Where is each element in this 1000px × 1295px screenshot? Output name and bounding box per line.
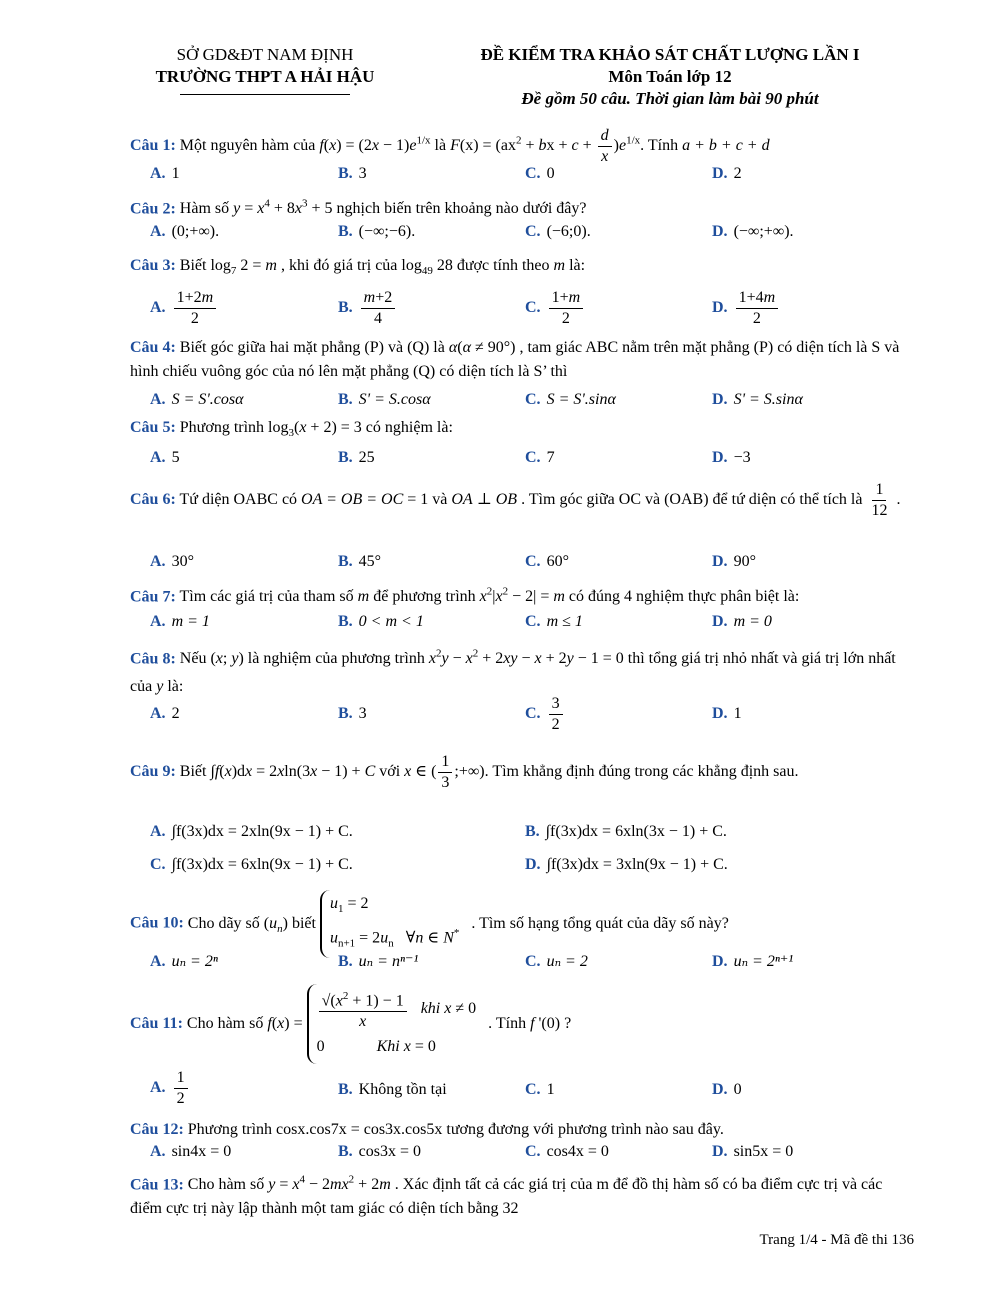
- question-6: Câu 6: Tứ diện OABC có OA = OB = OC = 1 và OA ⊥ OB . Tìm góc giữa OC và (OAB) để tứ diện có thể tích là $\frac{1}{12}$ .: [130, 481, 901, 519]
- options-12: A. sin4x = 0 B. cos3x = 0 C. cos4x = 0 D. sin5x = 0: [150, 1143, 794, 1160]
- options-9-row2: C. ∫f(3x)dx = 6xln(9x − 1) + C. D. ∫f(3x)dx = 3xln(9x − 1) + C.: [150, 856, 728, 873]
- subject-line: Môn Toán lớp 12: [608, 67, 732, 86]
- option-c[interactable]: cos4x = 0: [546, 1143, 609, 1160]
- option-d[interactable]: −3: [733, 449, 751, 466]
- exam-header: [420, 44, 920, 110]
- option-b[interactable]: uₙ = nⁿ⁻¹: [358, 953, 419, 970]
- option-d[interactable]: 90°: [733, 553, 756, 570]
- question-1: Câu 1: Một nguyên hàm của $f(x) = (2x - 1)e^{1/x}$ là $F(x) = (ax^2$ + bx + c + $\frac{d}{x}$ )$e^{1/x}$. Tính a + b + c + d: [130, 127, 770, 165]
- page-footer: Trang 1/4 - Mã đề thi 136: [759, 1232, 914, 1248]
- option-b[interactable]: 3: [358, 165, 367, 182]
- school-header: [130, 44, 400, 95]
- option-b[interactable]: ∫f(3x)dx = 6xln(3x − 1) + C.: [545, 823, 727, 840]
- option-a[interactable]: 5: [171, 449, 180, 466]
- question-3: Câu 3: Biết $\log_7 2 = m$ , khi đó giá trị của $\log_{49} 28$ được tính theo m là:: [130, 257, 586, 278]
- option-d[interactable]: (−∞;+∞).: [733, 223, 794, 240]
- question-text: Cho hàm số $y = x^4 - 2mx^2 + 2m$ . Xác định tất cả các giá trị của m để đồ thị hàm số có ba điểm cực trị và các điểm cực trị này lập thành một tam giác có diện tích bằng 32: [130, 1174, 883, 1218]
- option-d[interactable]: uₙ = 2ⁿ⁺¹: [733, 953, 794, 970]
- header-divider: [180, 94, 350, 95]
- options-4: A. S = S'.cosα B. S' = S.cosα C. S = S'.sinα D. S' = S.sinα: [150, 391, 803, 408]
- options-2: A. (0;+∞). B. (−∞;−6). C. (−6;0). D. (−∞;+∞).: [150, 223, 794, 240]
- question-text: Phương trình $\log_3(x + 2) = 3$ có nghiệm là:: [179, 419, 453, 440]
- option-b[interactable]: S' = S.cosα: [358, 391, 431, 408]
- question-4: Câu 4: Biết góc giữa hai mặt phẳng (P) và (Q) là α(α ≠ 90°) , tam giác ABC nằm trên mặt phẳng (P) có diện tích là S và hình chiếu vuông góc của nó lên mặt phẳng (Q) có diện tích là S’ thì: [130, 339, 900, 380]
- question-2: Câu 2: Hàm số $y = x^4 + 8x^3 + 5$ nghịch biến trên khoảng nào dưới đây?: [130, 198, 587, 218]
- question-text: Hàm số $y = x^4 + 8x^3 + 5$ nghịch biến trên khoảng nào dưới đây?: [179, 198, 587, 218]
- department-name: SỞ GD&ĐT NAM ĐỊNH: [176, 45, 354, 64]
- option-b[interactable]: 25: [358, 449, 375, 466]
- options-11: A. $\frac{1}{2}$ B. Không tồn tại C. 1 D. 0: [150, 1069, 742, 1107]
- option-b[interactable]: Không tồn tại: [358, 1081, 447, 1098]
- option-d[interactable]: S' = S.sinα: [733, 391, 803, 408]
- question-13: Câu 13: Cho hàm số $y = x^4 - 2mx^2 + 2m$ . Xác định tất cả các giá trị của m để đồ thị hàm số có ba điểm cực trị và các điểm cực trị này lập thành một tam giác có diện tích bằng 32: [130, 1174, 883, 1218]
- option-a[interactable]: S = S'.cosα: [171, 391, 244, 408]
- option-c[interactable]: 1: [546, 1081, 555, 1098]
- option-d[interactable]: 1: [733, 705, 742, 722]
- options-10: A. uₙ = 2ⁿ B. uₙ = nⁿ⁻¹ C. uₙ = 2 D. uₙ = 2ⁿ⁺¹: [150, 953, 794, 970]
- option-b[interactable]: 0 < m < 1: [358, 613, 424, 630]
- option-c[interactable]: uₙ = 2: [546, 953, 588, 970]
- question-10: Câu 10: Cho dãy số $(u_n)$ biết $u_1 = 2$ $u_{n+1} = 2u_n$ ∀n ∈ N* . Tìm số hạng tổng quát của dãy số này?: [130, 890, 914, 958]
- question-text: Phương trình cosx.cos7x = cos3x.cos5x tương đương với phương trình nào sau đây.: [187, 1121, 724, 1138]
- school-name: TRƯỜNG THPT A HẢI HẬU: [155, 67, 375, 86]
- option-d[interactable]: ∫f(3x)dx = 3xln(9x − 1) + C.: [546, 856, 728, 873]
- option-c[interactable]: m ≤ 1: [546, 613, 583, 630]
- question-12: Câu 12: Phương trình cosx.cos7x = cos3x.cos5x tương đương với phương trình nào sau đây.: [130, 1121, 724, 1138]
- option-d[interactable]: m = 0: [733, 613, 772, 630]
- question-5: Câu 5: Phương trình $\log_3(x + 2) = 3$ có nghiệm là:: [130, 419, 453, 440]
- option-c[interactable]: 7: [546, 449, 555, 466]
- option-a[interactable]: 30°: [171, 553, 194, 570]
- exam-title: ĐỀ KIỂM TRA KHẢO SÁT CHẤT LƯỢNG LẦN I: [480, 45, 860, 64]
- options-7: A. m = 1 B. 0 < m < 1 C. m ≤ 1 D. m = 0: [150, 613, 772, 630]
- option-b[interactable]: 45°: [358, 553, 382, 570]
- options-5: A. 5 B. 25 C. 7 D. −3: [150, 449, 751, 466]
- option-c[interactable]: (−6;0).: [546, 223, 591, 240]
- option-a[interactable]: sin4x = 0: [171, 1143, 232, 1160]
- option-a[interactable]: 2: [171, 705, 180, 722]
- question-text: Tìm các giá trị của tham số m để phương trình $x^2|x^2 - 2| = m$ có đúng 4 nghiệm thực phân biệt là:: [179, 586, 800, 606]
- question-text: Tứ diện OABC có OA = OB = OC = 1 và OA ⊥ OB . Tìm góc giữa OC và (OAB) để tứ diện có thể tích là $\frac{1}{12}$ .: [179, 481, 901, 519]
- question-text: Nếu (x; y) là nghiệm của phương trình $x^2y - x^2 + 2xy - x + 2y - 1 = 0$ thì tổng giá trị nhỏ nhất và giá trị lớn nhất của y là:: [130, 648, 896, 696]
- options-8: A. 2 B. 3 C. $\frac{3}{2}$ D. 1: [150, 695, 742, 733]
- option-b[interactable]: 3: [358, 705, 367, 722]
- option-d[interactable]: 2: [733, 165, 742, 182]
- question-text: Biết ∫f(x)dx = 2xln(3x − 1) + C với x ∈ ( $\frac{1}{3}$ ;+∞). Tìm khẳng định đúng trong các khẳng định sau.: [179, 753, 799, 791]
- question-7: Câu 7: Tìm các giá trị của tham số m để phương trình $x^2|x^2 - 2| = m$ có đúng 4 nghiệm thực phân biệt là:: [130, 586, 800, 606]
- question-text: Biết góc giữa hai mặt phẳng (P) và (Q) là α(α ≠ 90°) , tam giác ABC nằm trên mặt phẳng (P) có diện tích là S và hình chiếu vuông góc của nó lên mặt phẳng (Q) có diện tích là S’ thì: [130, 339, 900, 380]
- option-a[interactable]: ∫f(3x)dx = 2xln(9x − 1) + C.: [171, 823, 353, 840]
- question-text: Biết $\log_7 2 = m$ , khi đó giá trị của $\log_{49} 28$ được tính theo m là:: [179, 257, 586, 278]
- option-a[interactable]: uₙ = 2ⁿ: [171, 953, 218, 970]
- options-1: A. 1 B. 3 C. 0 D. 2: [150, 165, 742, 182]
- options-9-row1: A. ∫f(3x)dx = 2xln(9x − 1) + C. B. ∫f(3x)dx = 6xln(3x − 1) + C.: [150, 823, 727, 840]
- options-6: A. 30° B. 45° C. 60° D. 90°: [150, 553, 756, 570]
- question-8: Câu 8: Nếu (x; y) là nghiệm của phương trình $x^2y - x^2 + 2xy - x + 2y - 1 = 0$ thì tổng giá trị nhỏ nhất và giá trị lớn nhất của y là:: [130, 648, 896, 696]
- option-c[interactable]: 0: [546, 165, 555, 182]
- question-9: Câu 9: Biết ∫f(x)dx = 2xln(3x − 1) + C với x ∈ ( $\frac{1}{3}$ ;+∞). Tìm khẳng định đúng trong các khẳng định sau.: [130, 753, 799, 791]
- option-c[interactable]: ∫f(3x)dx = 6xln(9x − 1) + C.: [171, 856, 353, 873]
- question-text: Cho hàm số f(x) = $\frac{√(x^2 + 1) - 1}{x}$ khi x ≠ 0 0 Khi x = 0 . Tính f '(0) ?: [187, 1015, 571, 1032]
- option-d[interactable]: 0: [733, 1081, 742, 1098]
- question-text: Một nguyên hàm của $f(x) = (2x - 1)e^{1/x}$ là $F(x) = (ax^2$ + bx + c + $\frac{d}{x}$ )$e^{1/x}$. Tính a + b + c + d: [179, 127, 770, 165]
- options-3: A. $\frac{1+2m}{2}$ B. $\frac{m+2}{4}$ C. $\frac{1+m}{2}$ D. $\frac{1+4m}{2}$: [130, 282, 914, 326]
- question-text: Cho dãy số $(u_n)$ biết $u_1 = 2$ $u_{n+1} = 2u_n$ ∀n ∈ N* . Tìm số hạng tổng quát của dãy số này?: [188, 915, 729, 932]
- option-c[interactable]: S = S'.sinα: [546, 391, 616, 408]
- option-d[interactable]: sin5x = 0: [733, 1143, 794, 1160]
- option-a[interactable]: 1: [171, 165, 180, 182]
- option-a[interactable]: (0;+∞).: [171, 223, 220, 240]
- exam-info: Đề gồm 50 câu. Thời gian làm bài 90 phút: [521, 89, 819, 108]
- option-a[interactable]: m = 1: [171, 613, 210, 630]
- option-b[interactable]: (−∞;−6).: [358, 223, 416, 240]
- question-11: Câu 11: Cho hàm số f(x) = $\frac{√(x^2 + 1) - 1}{x}$ khi x ≠ 0 0 Khi x = 0 . Tính f '(0) ?: [130, 984, 914, 1064]
- option-c[interactable]: 60°: [546, 553, 569, 570]
- option-b[interactable]: cos3x = 0: [358, 1143, 422, 1160]
